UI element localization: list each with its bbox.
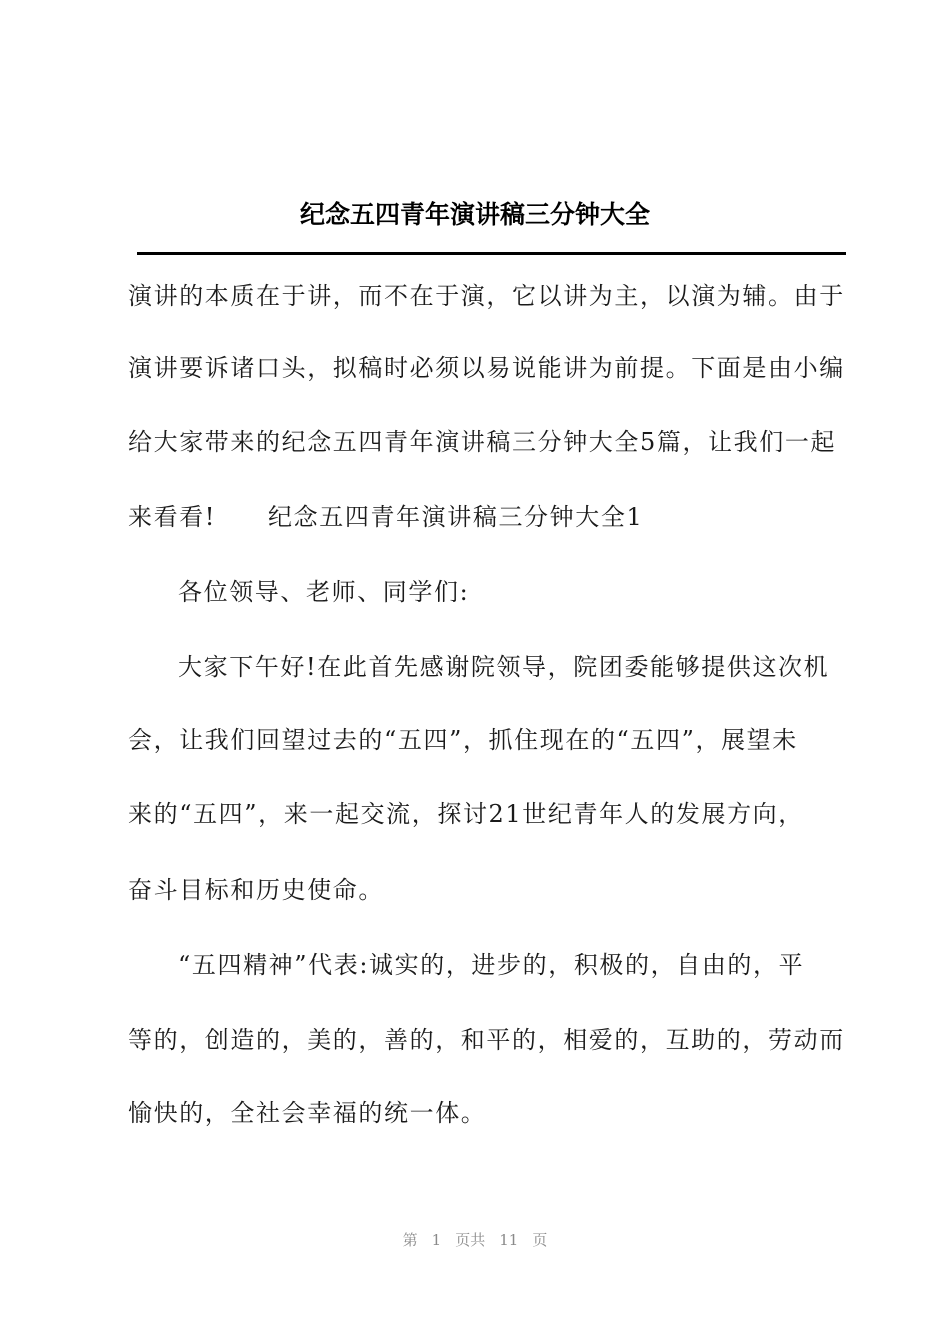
title-underline bbox=[137, 252, 846, 255]
section-heading: 纪念五四青年演讲稿三分钟大全1 bbox=[268, 503, 644, 531]
paragraph-line: 奋斗目标和历史使命。 bbox=[128, 876, 384, 904]
paragraph-line: 等的，创造的，美的，善的，和平的，相爱的，互助的，劳动而 bbox=[128, 1026, 845, 1054]
paragraph-line bbox=[128, 501, 848, 533]
paragraph-line: 大家下午好!在此首先感谢院领导，院团委能够提供这次机 bbox=[178, 653, 830, 681]
page-footer bbox=[0, 1229, 950, 1250]
paragraph-line: 给大家带来的纪念五四青年演讲稿三分钟大全5篇，让我们一起 bbox=[128, 428, 837, 456]
paragraph-line: 会，让我们回望过去的“五四”，抓住现在的“五四”，展望未 bbox=[128, 726, 798, 754]
footer-label-page: 第 bbox=[402, 1231, 418, 1249]
paragraph-line: 来的“五四”，来一起交流，探讨21世纪青年人的发展方向， bbox=[128, 800, 804, 828]
salutation: 各位领导、老师、同学们: bbox=[178, 578, 470, 606]
paragraph-text: 来看看! bbox=[128, 503, 217, 531]
document-title: 纪念五四青年演讲稿三分钟大全 bbox=[299, 200, 650, 229]
footer-total-pages: 11 bbox=[499, 1231, 519, 1249]
paragraph-line: 演讲要诉诸口头，拟稿时必须以易说能讲为前提。下面是由小编 bbox=[128, 354, 845, 382]
paragraph-line: “五四精神”代表:诚实的，进步的，积极的，自由的，平 bbox=[178, 951, 805, 979]
paragraph-line: 愉快的，全社会幸福的统一体。 bbox=[128, 1099, 487, 1127]
footer-label-pages: 页 bbox=[532, 1231, 548, 1249]
paragraph-line: 演讲的本质在于讲，而不在于演，它以讲为主，以演为辅。由于 bbox=[128, 282, 845, 310]
footer-current-page: 1 bbox=[431, 1231, 442, 1249]
footer-label-of: 页共 bbox=[455, 1231, 486, 1249]
